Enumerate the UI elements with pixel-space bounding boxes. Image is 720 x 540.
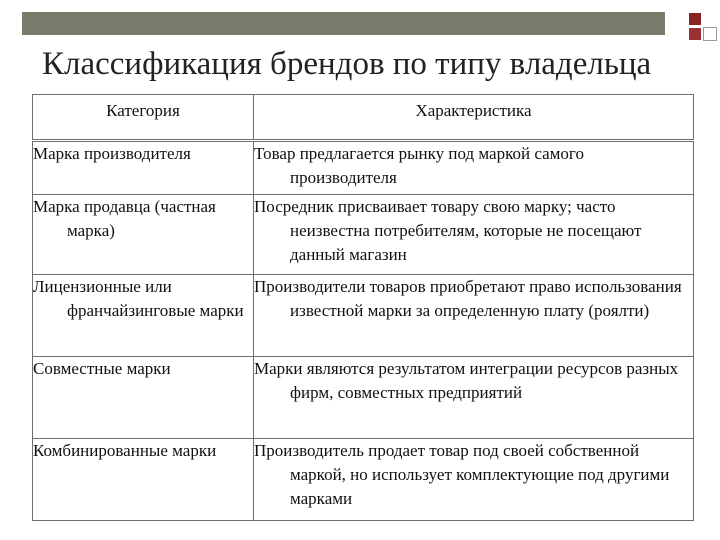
row-description: Производитель продает товар под своей собственной маркой, но использует комплектующие под другими марками	[254, 439, 694, 521]
row-category: Лицензионные или франчайзинговые марки	[33, 275, 254, 357]
row-description: Производители товаров приобретают право использования известной марки за определенную плату (роялти)	[254, 275, 694, 357]
header-accent-bar	[22, 12, 665, 35]
table-row	[33, 275, 694, 357]
slide-title: Классификация брендов по типу владельца	[42, 46, 652, 82]
row-category: Марка продавца (частная марка)	[33, 195, 254, 275]
brand-classification-table	[32, 94, 694, 521]
table-header-row	[33, 95, 694, 141]
row-description: Марки являются результатом интеграции ресурсов разных фирм, совместных предприятий	[254, 357, 694, 439]
row-category: Совместные марки	[33, 357, 254, 439]
table-row	[33, 195, 694, 275]
table-row	[33, 439, 694, 521]
table-row	[33, 357, 694, 439]
row-category: Комбинированные марки	[33, 439, 254, 521]
decor-square-bottom-right	[703, 27, 717, 41]
column-header-category: Категория	[33, 95, 254, 141]
column-header-description: Характеристика	[254, 95, 694, 141]
table-row	[33, 141, 694, 195]
row-description: Посредник присваивает товару свою марку; часто неизвестна потребителям, которые не посещают данный магазин	[254, 195, 694, 275]
decor-square-bottom-left	[688, 27, 702, 41]
decor-square-top	[688, 12, 702, 26]
row-category: Марка производителя	[33, 141, 254, 195]
row-description: Товар предлагается рынку под маркой самого производителя	[254, 141, 694, 195]
